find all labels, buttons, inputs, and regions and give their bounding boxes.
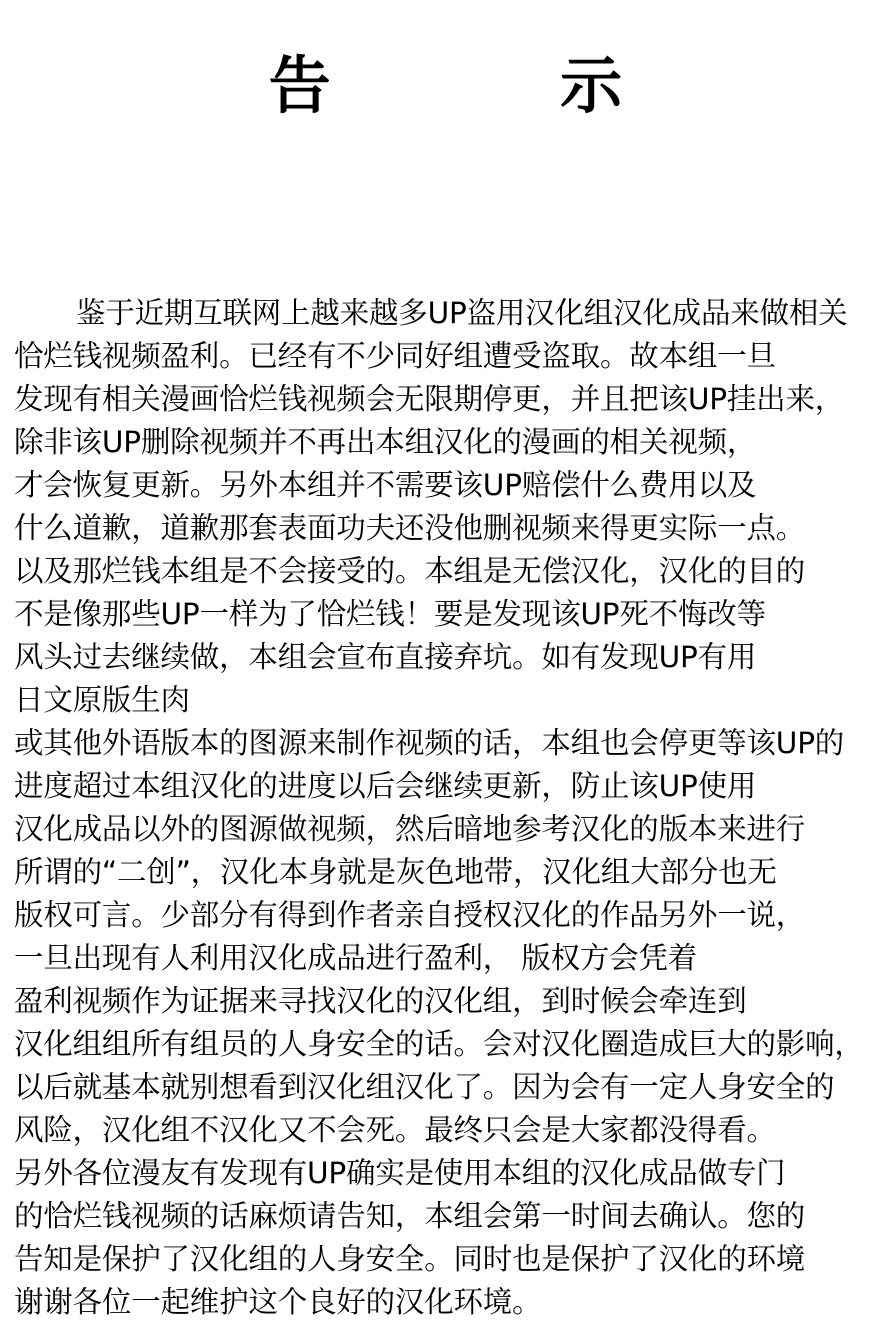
- body-line: 告知是保护了汉化组的人身安全。同时也是保护了汉化的环境: [14, 1242, 806, 1277]
- body-line: 风头过去继续做，本组会宣布直接弃坑。如有发现UP有用: [14, 640, 757, 675]
- body-line: 日文原版生肉: [14, 683, 190, 718]
- body-line: 所谓的“二创”，汉化本身就是灰色地带，汉化组大部分也无: [14, 855, 777, 890]
- body-line: 盈利视频作为证据来寻找汉化的汉化组，到时候会牵连到: [14, 984, 747, 1019]
- body-line: [14, 292, 880, 335]
- body-line: 以后就基本就别想看到汉化组汉化了。因为会有一定人身安全的: [14, 1070, 835, 1105]
- body-line: 发现有相关漫画恰烂钱视频会无限期停更，并且把该UP挂出来，: [14, 382, 845, 417]
- body-line: 以及那烂钱本组是不会接受的。本组是无偿汉化，汉化的目的: [14, 554, 806, 589]
- body-line: 汉化成品以外的图源做视频，然后暗地参考汉化的版本来进行: [14, 812, 806, 847]
- body-line: 或其他外语版本的图源来制作视频的话，本组也会停更等该UP的: [14, 726, 845, 761]
- body-line-text: 鉴于近期互联网上越来越多UP盗用汉化组汉化成品来做相关: [76, 296, 848, 331]
- body-line: 进度超过本组汉化的进度以后会继续更新，防止该UP使用: [14, 769, 757, 804]
- notice-body: [0, 292, 892, 1324]
- body-line: 汉化组组所有组员的人身安全的话。会对汉化圈造成巨大的影响，: [14, 1027, 864, 1062]
- body-line: 什么道歉，道歉那套表面功夫还没他删视频来得更实际一点。: [14, 511, 806, 546]
- body-line: 的恰烂钱视频的话麻烦请告知，本组会第一时间去确认。您的: [14, 1199, 806, 1234]
- body-line: 才会恢复更新。另外本组并不需要该UP赔偿什么费用以及: [14, 468, 757, 503]
- body-line: 一旦出现有人利用汉化成品进行盈利， 版权方会凭着: [14, 941, 698, 976]
- body-line: 谢谢各位一起维护这个良好的汉化环境。: [14, 1285, 542, 1320]
- body-line: 另外各位漫友有发现有UP确实是使用本组的汉化成品做专门: [14, 1156, 786, 1191]
- body-line: 除非该UP删除视频并不再出本组汉化的漫画的相关视频，: [14, 425, 757, 460]
- body-line: 恰烂钱视频盈利。已经有不少同好组遭受盗取。故本组一旦: [14, 339, 776, 374]
- body-line: 版权可言。少部分有得到作者亲自授权汉化的作品另外一说，: [14, 898, 806, 933]
- body-line: 不是像那些UP一样为了恰烂钱！要是发现该UP死不悔改等: [14, 597, 766, 632]
- body-line: 风险，汉化组不汉化又不会死。最终只会是大家都没得看。: [14, 1113, 776, 1148]
- page-title: 告 示: [268, 49, 624, 122]
